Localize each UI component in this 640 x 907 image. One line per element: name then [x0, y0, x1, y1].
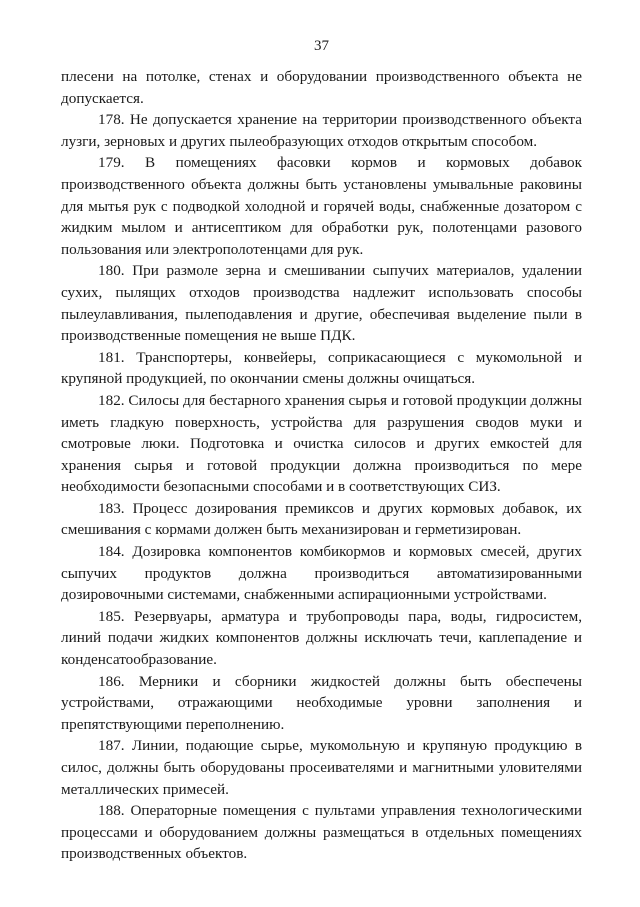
paragraph-continuation: плесени на потолке, стенах и оборудовании производственного объекта не допускается.	[61, 68, 582, 107]
paragraph-184: 184. Дозировка компонентов комбикормов и кормовых смесей, других сыпучих продуктов должна производиться автоматизированными дозировочными системами, снабженными аспирационными устройствами.	[61, 543, 582, 604]
paragraph-180: 180. При размоле зерна и смешивании сыпучих материалов, удалении сухих, пылящих отходов производства надлежит использовать способы пылеулавливания, пылеподавления и другие, обеспечивая выделение пыли в производственные помещения не выше ПДК.	[61, 262, 582, 345]
paragraph-182: 182. Силосы для бестарного хранения сырья и готовой продукции должны иметь гладкую поверхность, устройства для разрушения сводов муки и смотровые люки. Подготовка и очистка силосов и других емкостей для хранения сырья и готовой продукции должна производиться по мере необходимости безопасными способами и в соответствующих СИЗ.	[61, 391, 582, 496]
paragraph-181: 181. Транспортеры, конвейеры, соприкасающиеся с мукомольной и крупяной продукцией, по окончании смены должны очищаться.	[61, 348, 582, 388]
paragraph-185: 185. Резервуары, арматура и трубопроводы пара, воды, гидросистем, линий подачи жидких компонентов должны исключать течи, каплепадение и конденсатообразование.	[61, 607, 582, 669]
paragraph-178: 178. Не допускается хранение на территории производственного объекта лузги, зерновых и других пылеобразующих отходов открытым способом.	[61, 111, 582, 150]
paragraph-186: 186. Мерники и сборники жидкостей должны быть обеспечены устройствами, отражающими необходимые уровни заполнения и препятствующими переполнению.	[61, 672, 582, 733]
paragraph-183: 183. Процесс дозирования премиксов и других кормовых добавок, их смешивания с кормами должен быть механизирован и герметизирован.	[61, 499, 582, 539]
page-number: 37	[314, 38, 329, 54]
paragraph-187: 187. Линии, подающие сырье, мукомольную и крупяную продукцию в силос, должны быть оборудованы просеивателями и магнитными уловителями металлических примесей.	[61, 737, 582, 798]
paragraph-179: 179. В помещениях фасовки кормов и кормовых добавок производственного объекта должны быть установлены умывальные раковины для мытья рук с подводкой холодной и горячей воды, снабженные дозатором с жидким мылом и антисептиком для обработки рук, полотенцами разового пользования или электрополотенцами для рук.	[61, 154, 582, 258]
paragraph-188: 188. Операторные помещения с пультами управления технологическими процессами и оборудованием должны размещаться в отдельных помещениях производственных объектов.	[61, 802, 582, 863]
